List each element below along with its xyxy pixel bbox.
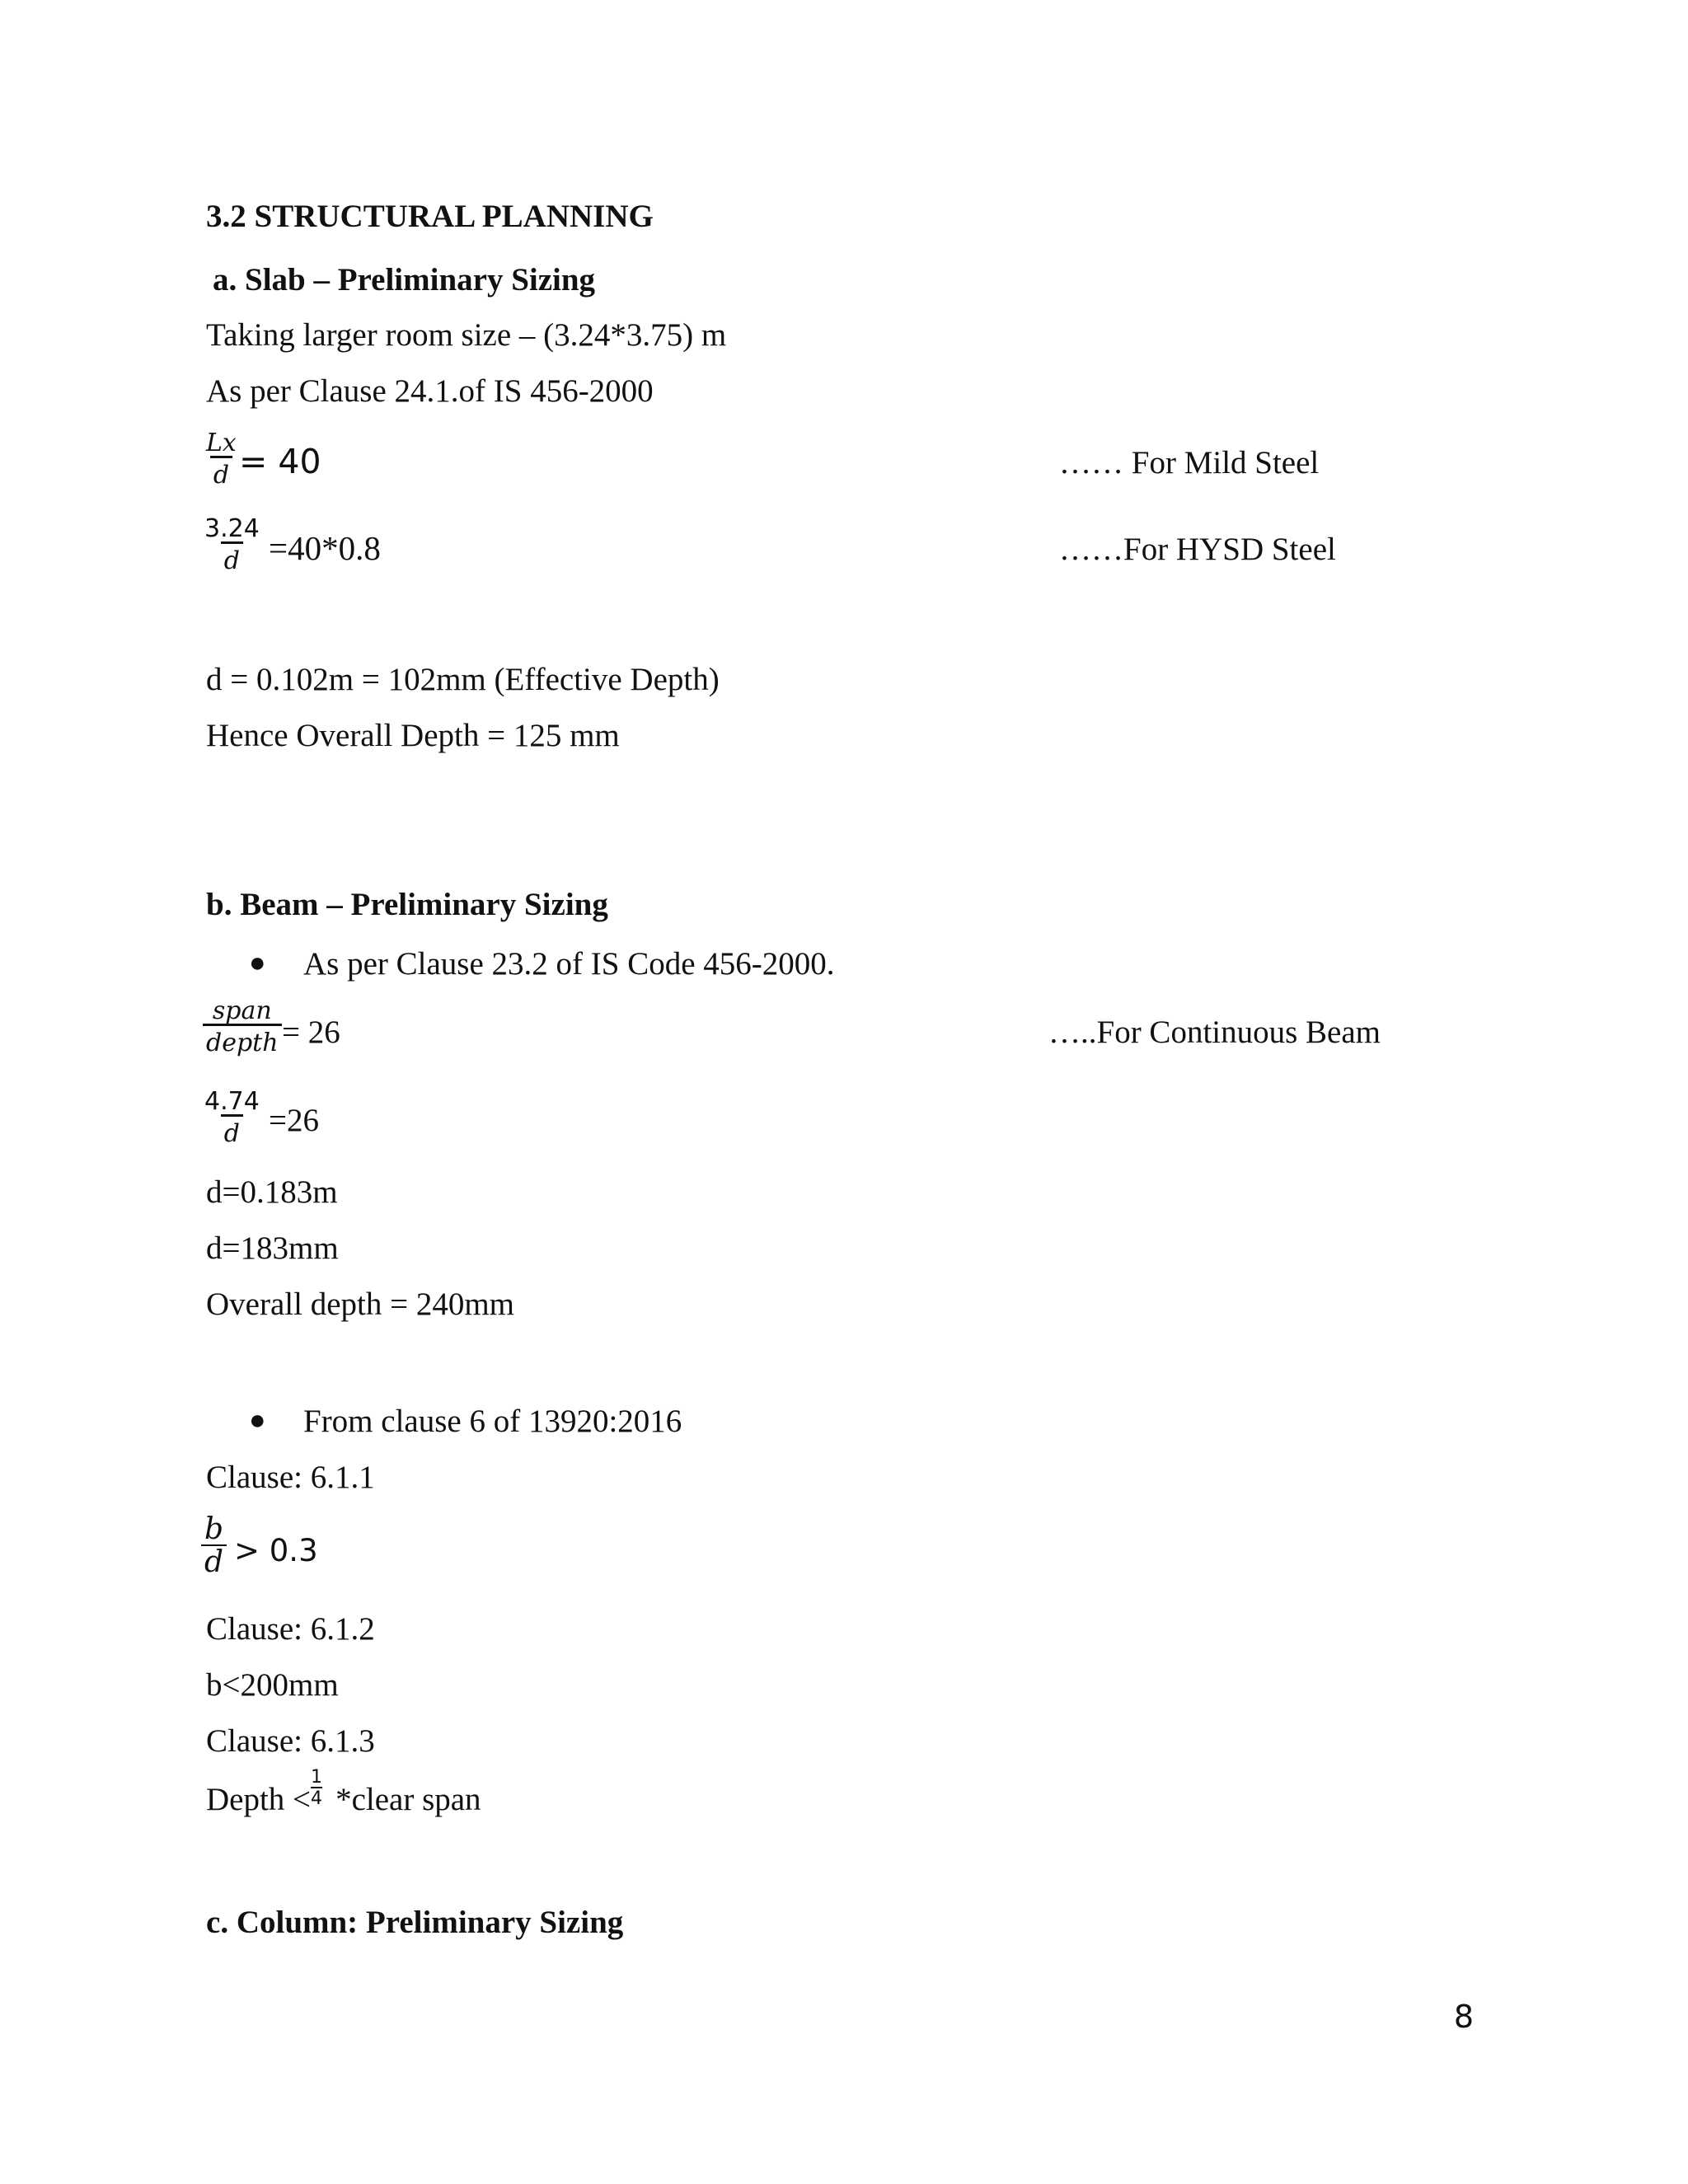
slab-overall-depth: Hence Overall Depth = 125 mm bbox=[206, 718, 620, 753]
slab-eq2-fraction bbox=[201, 514, 263, 575]
beam-heading-text: . Beam – Preliminary Sizing bbox=[223, 887, 608, 922]
beam-eq1-fraction bbox=[203, 996, 282, 1057]
beam-overall-depth: Overall depth = 240mm bbox=[206, 1286, 515, 1322]
beam-bullet2: From clause 6 of 13920:2016 bbox=[303, 1404, 682, 1439]
beam-eq2-fraction bbox=[201, 1087, 263, 1148]
slab-room-size: Taking larger room size – (3.24*3.75) m bbox=[206, 317, 727, 353]
beam-heading bbox=[206, 888, 608, 921]
beam-eq2-rhs: =26 bbox=[269, 1103, 319, 1138]
beam-depth-suffix: *clear span bbox=[335, 1782, 481, 1817]
beam-d-mm: d=183mm bbox=[206, 1230, 339, 1266]
slab-eq2-note: ……For HYSD Steel bbox=[1059, 532, 1336, 567]
beam-eq3-rhs: > 0.3 bbox=[234, 1533, 318, 1568]
beam-clause-613: Clause: 6.1.3 bbox=[206, 1723, 375, 1759]
slab-effective-depth: d = 0.102m = 102mm (Effective Depth) bbox=[206, 662, 720, 697]
beam-depth-prefix: Depth < bbox=[206, 1782, 312, 1817]
beam-eq2-numerator: 4.74 bbox=[204, 1087, 260, 1116]
section-title: 3.2 STRUCTURAL PLANNING bbox=[206, 199, 654, 234]
beam-depth-frac-num: 1 bbox=[311, 1767, 322, 1788]
beam-eq3-numerator: b bbox=[204, 1512, 224, 1546]
beam-b-limit: b<200mm bbox=[206, 1667, 339, 1703]
column-heading-letter: c bbox=[206, 1905, 221, 1940]
beam-depth-fraction bbox=[311, 1769, 322, 1808]
beam-eq1-rhs: = 26 bbox=[282, 1015, 340, 1050]
slab-clause: As per Clause 24.1.of IS 456-2000 bbox=[206, 373, 654, 409]
bullet-dot-icon: ● bbox=[249, 948, 266, 978]
slab-eq1-note: …… For Mild Steel bbox=[1059, 445, 1320, 480]
beam-eq1-denominator: depth bbox=[203, 1024, 282, 1056]
bullet-dot-icon: ● bbox=[249, 1405, 266, 1436]
beam-eq1-numerator: span bbox=[212, 996, 272, 1025]
beam-eq2-denominator: d bbox=[221, 1114, 243, 1146]
beam-eq3-denominator: d bbox=[201, 1544, 227, 1577]
slab-eq1-denominator: d bbox=[210, 456, 232, 488]
beam-heading-letter: b bbox=[206, 887, 224, 922]
slab-eq1-rhs: = 40 bbox=[239, 442, 321, 481]
beam-eq3-fraction bbox=[201, 1512, 227, 1579]
beam-clause-612: Clause: 6.1.2 bbox=[206, 1611, 375, 1647]
beam-d-m: d=0.183m bbox=[206, 1174, 338, 1210]
beam-eq1-note: …..For Continuous Beam bbox=[1048, 1015, 1381, 1050]
slab-eq2-numerator: 3.24 bbox=[204, 514, 260, 543]
column-heading-text: . Column: Preliminary Sizing bbox=[220, 1905, 624, 1940]
slab-heading: a. Slab – Preliminary Sizing bbox=[213, 262, 596, 298]
beam-depth-rule bbox=[206, 1783, 481, 1816]
beam-clause-611: Clause: 6.1.1 bbox=[206, 1460, 375, 1495]
slab-eq1-fraction bbox=[203, 431, 240, 488]
slab-eq2-rhs: =40*0.8 bbox=[269, 529, 381, 567]
slab-eq1-numerator: Lx bbox=[206, 429, 237, 457]
page-number: 8 bbox=[1453, 1999, 1474, 2035]
beam-bullet1: As per Clause 23.2 of IS Code 456-2000. bbox=[303, 946, 835, 982]
beam-depth-frac-den: 4 bbox=[311, 1788, 322, 1809]
slab-eq2-denominator: d bbox=[221, 541, 243, 574]
column-heading bbox=[206, 1906, 623, 1938]
